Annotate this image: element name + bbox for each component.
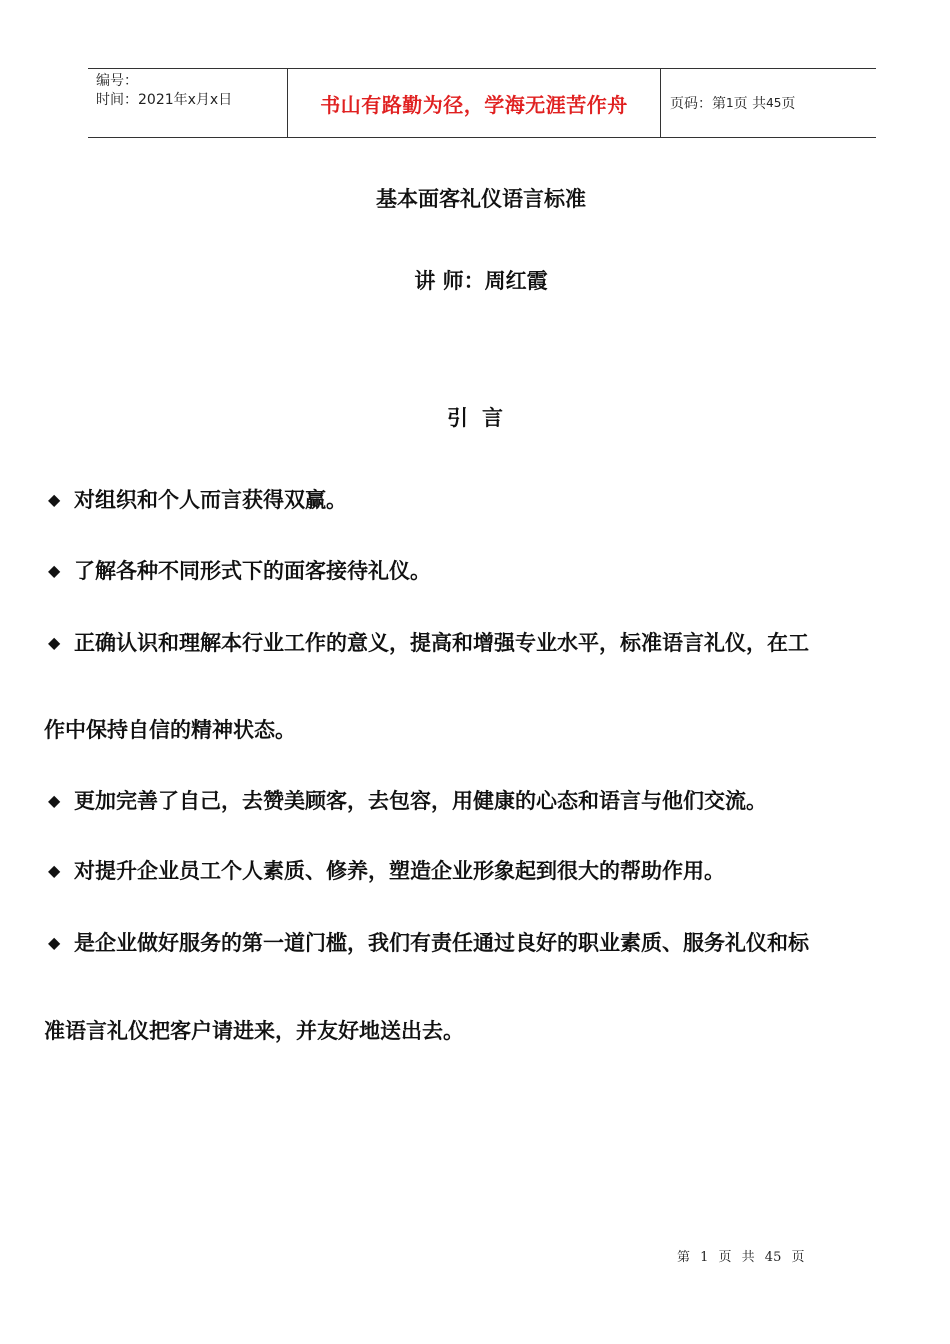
- diamond-icon: ◆: [48, 861, 61, 880]
- list-item: [48, 785, 918, 815]
- time-line: [96, 91, 287, 110]
- time-value: 2021年x月x日: [138, 92, 233, 108]
- page-header: [88, 68, 876, 138]
- header-meta-cell: [88, 69, 288, 137]
- header-page-cell: [661, 69, 876, 137]
- list-item: [48, 855, 918, 885]
- diamond-icon: ◆: [48, 791, 61, 810]
- list-item: [48, 627, 918, 657]
- list-item-text: 了解各种不同形式下的面客接待礼仪。: [74, 559, 431, 583]
- list-item-text: 正确认识和理解本行业工作的意义，提高和增强专业水平，标准语言礼仪，在工: [74, 631, 809, 655]
- list-item-text: 对提升企业员工个人素质、修养，塑造企业形象起到很大的帮助作用。: [74, 859, 725, 883]
- list-item: [48, 927, 918, 957]
- diamond-icon: ◆: [48, 490, 61, 509]
- code-label: 编号：: [96, 73, 138, 89]
- page-number: 1: [726, 96, 734, 110]
- page-suffix: 页: [781, 96, 796, 112]
- list-item-text: 对组织和个人而言获得双赢。: [74, 488, 347, 512]
- list-item-continuation: 作中保持自信的精神状态。: [44, 718, 296, 742]
- list-item: [48, 555, 918, 585]
- section-title: 引言: [447, 406, 517, 430]
- page-prefix: 页码：第: [670, 96, 726, 112]
- page-total: 45: [766, 96, 782, 110]
- lecturer-line: 讲 师：周红霞: [414, 269, 548, 293]
- diamond-icon: ◆: [48, 561, 61, 580]
- diamond-icon: ◆: [48, 933, 61, 952]
- page-footer: 第 1 页 共 45 页: [677, 1250, 805, 1265]
- document-title: 基本面客礼仪语言标准: [376, 187, 586, 211]
- diamond-icon: ◆: [48, 633, 61, 652]
- list-item-text: 更加完善了自己，去赞美顾客，去包容，用健康的心态和语言与他们交流。: [74, 789, 767, 813]
- page-mid: 页 共: [733, 96, 767, 112]
- motto-text: 书山有路勤为径，学海无涯苦作舟: [320, 92, 628, 117]
- time-label: 时间：: [96, 92, 138, 108]
- header-motto-cell: [288, 69, 661, 137]
- list-item: [48, 484, 918, 514]
- list-item-text: 是企业做好服务的第一道门槛，我们有责任通过良好的职业素质、服务礼仪和标: [74, 931, 809, 955]
- list-item-continuation: 准语言礼仪把客户请进来，并友好地送出去。: [44, 1019, 464, 1043]
